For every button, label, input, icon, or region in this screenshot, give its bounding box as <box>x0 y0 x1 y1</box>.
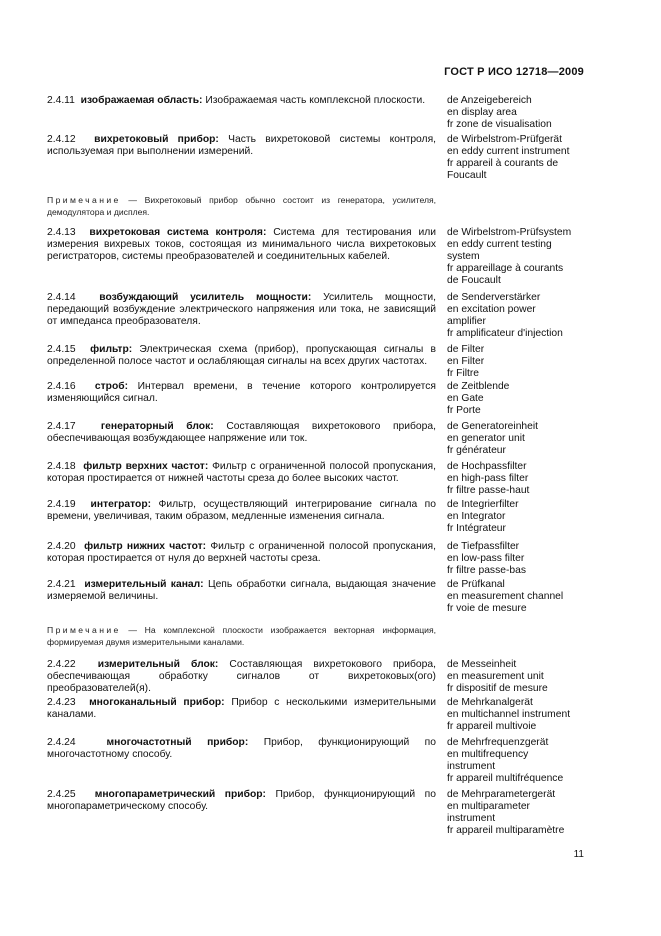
term-entry: 2.4.16 строб: Интервал времени, в течение которого контролируется изменяющийся сигнал. <box>47 381 436 405</box>
term-translations: de Wirbelstrom-Prüfgerät en eddy current instrument fr appareil à courants de Foucault <box>447 134 570 182</box>
term-entry: 2.4.22 измерительный блок: Составляющая вихретокового прибора, обеспечивающая обработку сигналов от вихретоковых(ого) преобразователей(я). <box>47 659 436 695</box>
term-translations: de Zeitblende en Gate fr Porte <box>447 381 510 417</box>
term-translations: de Generatoreinheit en generator unit fr générateur <box>447 421 539 457</box>
term-entry: 2.4.23 многоканальный прибор: Прибор с несколькими измерительными каналами. <box>47 697 436 721</box>
term-translations: de Hochpassfilter en high-pass filter fr filtre passe-haut <box>447 461 530 497</box>
term-translations: de Mehrparametergerät en multiparameter instrument fr appareil multiparamètre <box>447 789 565 837</box>
document-header: ГОСТ Р ИСО 12718—2009 <box>444 66 584 78</box>
term-entry: 2.4.20 фильтр нижних частот: Фильтр с ограниченной полосой пропускания, которая простирается от нуля до верхней частоты среза. <box>47 541 436 565</box>
term-entry: 2.4.14 возбуждающий усилитель мощности: Усилитель мощности, передающий возбуждение электрического напряжения или тока, не зависящий от импеданса преобразователя. <box>47 292 436 328</box>
term-translations: de Tiefpassfilter en low-pass filter fr filtre passe-bas <box>447 541 526 577</box>
term-translations: de Senderverstärker en excitation power amplifier fr amplificateur d'injection <box>447 292 563 340</box>
term-translations: de Integrierfilter en Integrator fr Intégrateur <box>447 499 519 535</box>
term-entry: 2.4.24 многочастотный прибор: Прибор, функционирующий по многочастотному способу. <box>47 737 436 761</box>
term-entry: 2.4.13 вихретоковая система контроля: Система для тестирования или измерения вихревых токов, состоящая из минимального числа вихретоковых регистраторов, системы преобразователей и соединительных кабелей. <box>47 227 436 263</box>
term-translations: de Wirbelstrom-Prüfsystem en eddy current testing system fr appareillage à courants de Foucault <box>447 227 572 287</box>
term-translations: de Messeinheit en measurement unit fr dispositif de mesure <box>447 659 548 695</box>
term-entry: 2.4.18 фильтр верхних частот: Фильтр с ограниченной полосой пропускания, которая простирается от нижней частоты среза до более высоких частот. <box>47 461 436 485</box>
term-entry: 2.4.19 интегратор: Фильтр, осуществляющий интегрирование сигнала по времени, увеличивая, таким образом, медленные изменения сигнала. <box>47 499 436 523</box>
term-translations: de Prüfkanal en measurement channel fr voie de mesure <box>447 579 564 615</box>
term-translations: de Filter en Filter fr Filtre <box>447 344 485 380</box>
term-entry: 2.4.12 вихретоковый прибор: Часть вихретоковой системы контроля, используемая при выполнении измерений. <box>47 134 436 158</box>
note: Примечание — На комплексной плоскости изображается векторная информация, формируемая двумя измерительными каналами. <box>47 625 436 647</box>
term-entry: 2.4.21 измерительный канал: Цепь обработки сигнала, выдающая значение измеряемой величины. <box>47 579 436 603</box>
term-translations: de Mehrfrequenzgerät en multifrequency instrument fr appareil multifréquence <box>447 737 564 785</box>
term-translations: de Mehrkanalgerät en multichannel instrument fr appareil multivoie <box>447 697 571 733</box>
term-entry: 2.4.25 многопараметрический прибор: Прибор, функционирующий по многопараметрическому способу. <box>47 789 436 813</box>
term-entry: 2.4.11 изображаемая область: Изображаемая часть комплексной плоскости. <box>47 95 426 106</box>
term-entry: 2.4.15 фильтр: Электрическая схема (прибор), пропускающая сигналы в определенной полосе частот и ослабляющая сигналы на всех других частотах. <box>47 344 436 368</box>
term-entry: 2.4.17 генераторный блок: Составляющая вихретокового прибора, обеспечивающая возбуждающее напряжение или ток. <box>47 421 436 445</box>
note: Примечание — Вихретоковый прибор обычно состоит из генератора, усилителя, демодулятора и дисплея. <box>47 195 437 217</box>
page-number: 11 <box>573 849 584 860</box>
term-translations: de Anzeigebereich en display area fr zone de visualisation <box>447 95 552 131</box>
